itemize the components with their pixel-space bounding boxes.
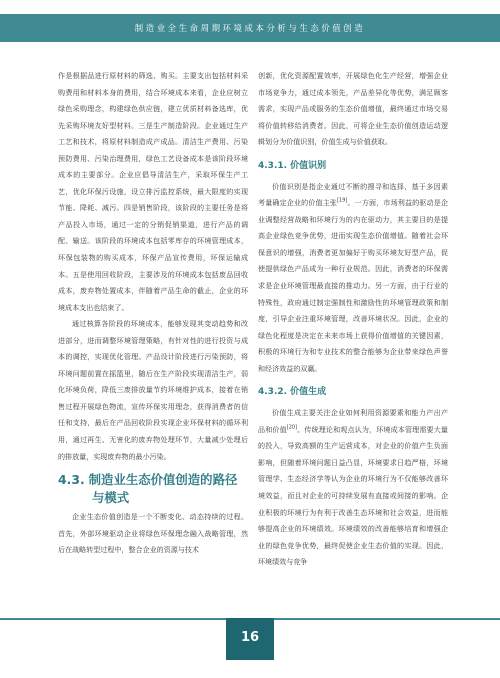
paragraph-text: 价值生成主要关注企业如何利用资源要素和能力产出产品和价值 (258, 408, 448, 434)
subsection-heading-4-3-2: 4.3.2. 价值生成 (258, 387, 327, 398)
section-heading-4-3 (58, 471, 248, 507)
page-number: 16 (240, 630, 260, 645)
right-paragraph-2 (258, 179, 448, 378)
header-top-margin (0, 0, 500, 14)
right-column (258, 68, 448, 571)
paragraph-text: 价值识别是指企业通过不断的搜寻和选择，基于多因素考量确定企业的价值主张 (258, 181, 448, 208)
section-title-line-1: 制造业生态价值创造的路径 (88, 472, 238, 488)
subsection-heading-4-3-1: 4.3.1. 价值识别 (258, 160, 327, 171)
section-number: 4.3. (58, 472, 85, 488)
page-number-tab (226, 618, 274, 660)
right-paragraph-1: 创新，优化资源配置效率，开展绿色化生产经营，增强企业市场竞争力，通过成本领先，产品差异化等优势，满足顾客需求，实现产品或服务的生态价值增值，最终通过市场交易将价值转移给消费者。因此，可将企业生态价值创造运动逻辑划分为价值识别，价值生成与价值获取。 (258, 71, 448, 147)
left-paragraph-3: 企业生态价值创造是一个不断变化、动态持续的过程。首先，外部环境驱动企业将绿色环保理念融入战略管理，然后在战略转型过程中，整合企业的资源与技术 (58, 512, 248, 555)
left-column (58, 68, 248, 559)
left-paragraph-1: 作是根据品进行原材料的筛选、购买。主要支出包括材料采购费用和材料本身的费用，结合环境成本来看，企业应树立绿色采购理念，构建绿色供应链，建立优质材料备选库，优先采购环境友好型材料。三是生产制造阶段。企业通过生产工艺和技术，将原材料制造成产成品。清洁生产费用、污染预防费用、污染治理费用，绿色工艺设备成本是该阶段环境成本的主要部分。企业应倡导清洁生产，采取环保生产工艺，优化环保污设施，设立排污监控系统，最大限度的实现节能、降耗、减污。四是销售阶段，该阶段的主要任务是将产品投入市场，通过一定的分销促销渠道，进行产品的调配、输送。该阶段的环境成本包括零库存的环境管理成本，环保包装物的购买成本，环保产品宣传费用，环保运输成本。五是使用回收阶段，主要涉及的环境成本包括废品回收成本，废弃物处置成本，伴随着产品生命的截止，企业的环境成本支出也结束了。 (58, 71, 248, 312)
paragraph-text: 。传统理论和观点认为，环境成本管理需要大量的投入，导致高额的生产运营成本，对企业的价值产生负面影响，但随着环境问题日益凸显，环境要求日趋严格，环境管理学、生态经济学等认为企业的环境行为不仅能够改善环境效益，而且对企业的可持续发展有直接或间接的影响。企业积极的环境行为有利于改善生态环境和社会效益，进而能够提高企业的环境绩效。环境绩效的改善能够培育和增强企业的绿色竞争优势，最终促使企业生态价值的实现。因此，环境绩效与竞争 (258, 424, 448, 567)
header-title: 制造业全生命周期环境成本分析与生态价值创造 (134, 23, 366, 33)
section-title-line-2: 与模式 (92, 490, 130, 506)
right-paragraph-3 (258, 405, 448, 570)
citation-ref: [19] (337, 197, 348, 204)
paragraph-text: 。一方面，市场利益的驱动是企业调整经营战略和环境行为的内在驱动力，其主要目的是提高企业绿色竞争优势，进而实现生态价值增值。随着社会环保意识的增强，消费者更加偏好于购买环境友好型产品，促使提供绿色产品成为一种行业规范。因此，消费者的环保需求是企业环境管理最直接的推动力。另一方面，由于行业的特殊性，政府通过制定强制性和激励性的环境管理政策和制度，引导企业注重环境管理，改善环境状况。因此，企业的绿色化程度是决定在未来市场上获得价值增值的关键因素，积极的环境行为和专业技术的整合能够为企业带来绿色声誉和经济效益的双赢。 (258, 198, 448, 373)
left-paragraph-2: 通过核算各阶段的环境成本，能够发现其变动趋势和改进部分，进而调整环境管理策略，有针对性的进行投资与成本的调控，实现优化管理。产品设计阶段进行污染预防，将环境问题前置在摇篮里，随后在生产阶段实现清洁生产，弱化环境负荷，降低三废排放量节约环境维护成本，接着在销售过程开展绿色物流，宣传环保实用理念，获得消费者的信任和支持，最后在产品回收阶段实现企业环保材料的循环利用，通过再生、无害化的废弃物处理环节，大量减少处理后的排放量，实现废弃物的最小污染。 (58, 319, 248, 461)
citation-ref: [20] (286, 424, 298, 431)
